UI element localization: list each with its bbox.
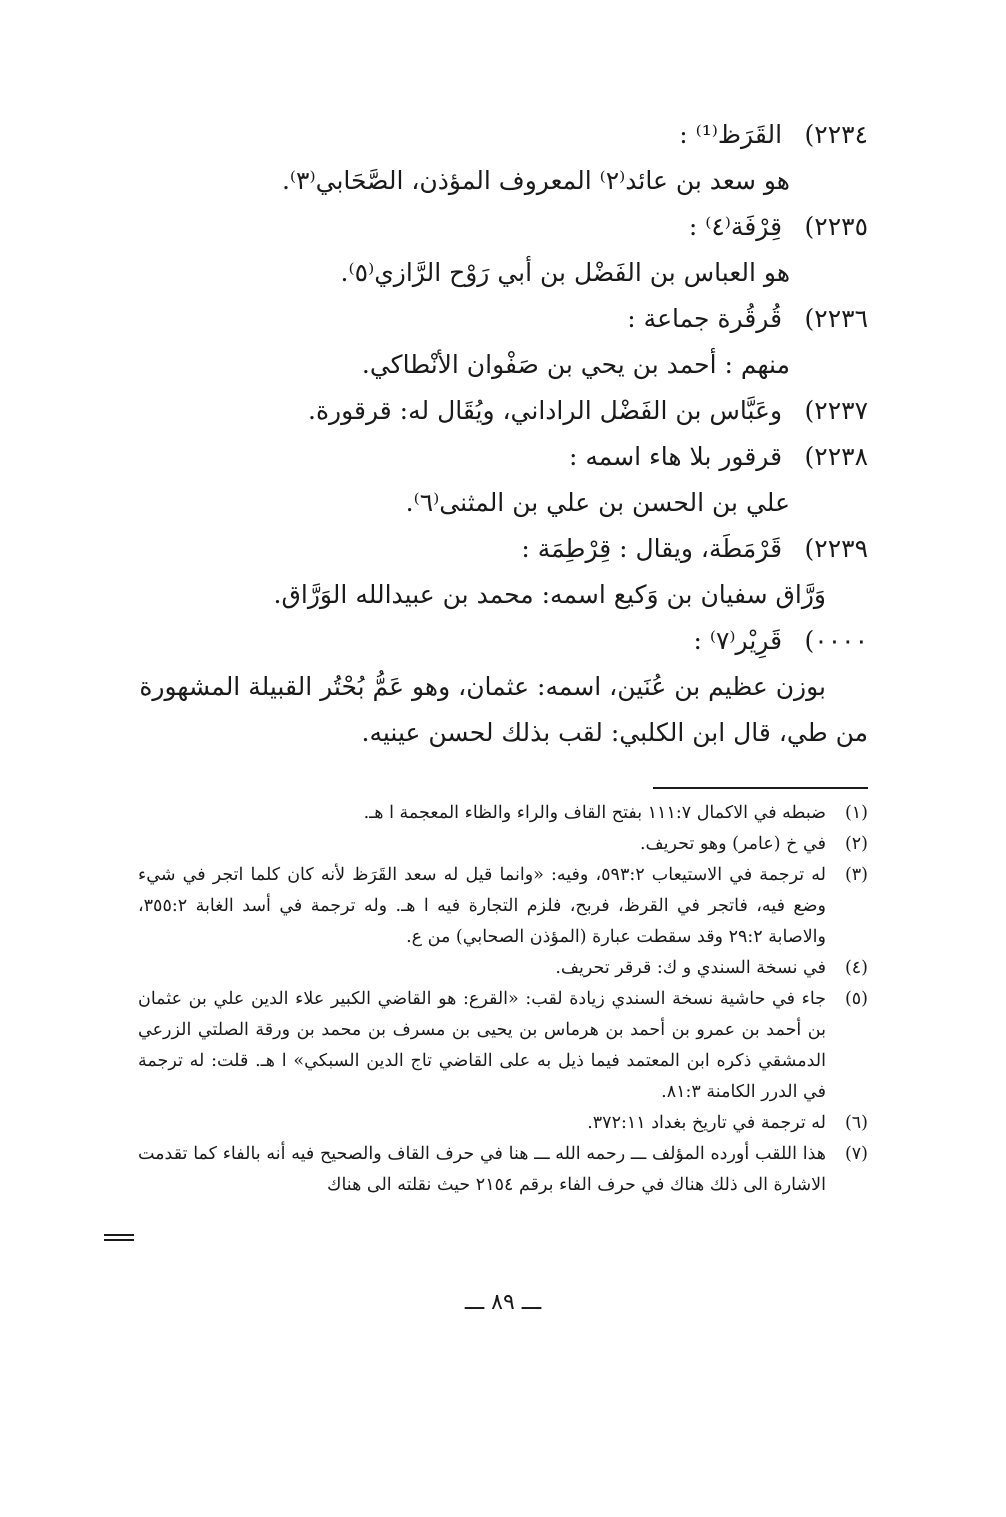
entry-title: قَرْمَطَة، ويقال : قِرْطِمَة : [521,534,783,563]
continuation-mark [104,1234,134,1242]
footnote [138,953,868,984]
footnote-text: ضبطه في الاكمال ١١١:٧ بفتح القاف والراء والظاء المعجمة ا هـ. [363,803,826,823]
footnote-text: له ترجمة في تاريخ بغداد ٣٧٢:١١. [587,1113,826,1133]
entry-body: وَرَّاق سفيان بن وَكيع اسمه: محمد بن عبيدالله الوَرَّاق. [273,580,826,609]
footnote-number: (٣) [844,865,868,885]
footnote-number: (٦) [844,1113,868,1133]
entry-title: قَرِيْر⁽٧⁾ : [693,626,783,655]
entry-title: قِرْفَة⁽٤⁾ : [688,212,783,241]
entry-heading [128,526,868,572]
entry-body-line: من طي، قال ابن الكلبي: لقب بذلك لحسن عينيه. [361,718,868,747]
entry-number: ٢٢٣٥) [804,212,868,241]
entry-title: قرقور بلا هاء اسمه : [568,442,783,471]
footnote-text: جاء في حاشية نسخة السندي زيادة لقب: «القرع: هو القاضي الكبير علاء الدين علي بن عثمان بن أحمد بن عمرو بن أحمد بن هرماس بن يحيى بن مسرف بن محمد بن ورقة الصلتي الزرعي الدمشقي ذكره ابن المعتمد فيما ذيل به على القاضي تاج الدين السبكي» ا هـ. قلت: له ترجمة في الدرر الكامنة ٨١:٣. [138,989,826,1102]
entry-heading [128,434,868,480]
entry-heading [128,296,868,342]
entry-title: القَرَظ⁽¹⁾ : [679,120,783,149]
entry-title: قُرقُرة جماعة : [627,304,783,333]
footnote [138,1139,868,1201]
entry-body-line: بوزن عظيم بن عُنَين، اسمه: عثمان، وهو عَمُّ بُحْتُر القبيلة المشهورة [139,672,826,701]
footnote-number: (١) [844,803,868,823]
entry-body: علي بن الحسن بن علي بن المثنى⁽٦⁾. [405,488,790,517]
footnote [138,860,868,953]
entry-number: ٢٢٣٤) [804,120,868,149]
entry-number: ٢٢٣٧) [804,396,868,425]
footnote [138,1108,868,1139]
entry-body: هو العباس بن الفَضْل بن أبي رَوْح الرَّازي⁽٥⁾. [340,258,790,287]
main-text [128,112,868,756]
footnote [138,984,868,1108]
entry-body: منهم : أحمد بن يحي بن صَفْوان الأنْطاكي. [361,350,790,379]
entry-number: ٢٢٣٨) [804,442,868,471]
entry-number: ٢٢٣٦) [804,304,868,333]
footnote-text: له ترجمة في الاستيعاب ٥٩٣:٢، وفيه: «وانما قيل له سعد القَرَظ لأنه كان كلما اتجر في شيء وضع فيه، فاتجر في القرظ، فربح، فلزم التجارة فيه ا هـ. وله ترجمة في أسد الغابة ٣٥٥:٢، والاصابة ٢٩:٢ وقد سقطت عبارة (المؤذن الصحابي) من ع. [138,865,826,947]
footnote-text: في خ (عامر) وهو تحريف. [639,834,826,854]
entry-heading [128,204,868,250]
entry-heading [128,112,868,158]
footnote-separator [653,787,868,789]
entry-title: وعَبَّاس بن الفَضْل الراداني، ويُقَال له: قرقورة. [308,396,783,425]
entry-heading [128,388,868,434]
footnote-text: في نسخة السندي و ك: قرقر تحريف. [555,958,826,978]
footnote [138,798,868,829]
footnote [138,829,868,860]
footnote-number: (٧) [844,1144,868,1164]
footnote-text: هذا اللقب أورده المؤلف ـــ رحمه الله ـــ هنا في حرف القاف والصحيح فيه أنه بالفاء كما تقدمت الاشارة الى ذلك هناك في حرف الفاء برقم ٢١٥٤ حيث نقلته الى هناك [138,1144,826,1195]
entry-heading [128,618,868,664]
footnotes [138,798,868,1201]
page-number: ـــ ٨٩ ـــ [464,1290,542,1315]
entry-number: ٠٠٠٠) [804,626,868,655]
footnote-number: (٥) [844,989,868,1009]
entry-number: ٢٢٣٩) [804,534,868,563]
footnote-number: (٤) [844,958,868,978]
entry-body: هو سعد بن عائد⁽٢⁾ المعروف المؤذن، الصَّحَابي⁽٣⁾. [281,166,790,195]
footnote-number: (٢) [844,834,868,854]
